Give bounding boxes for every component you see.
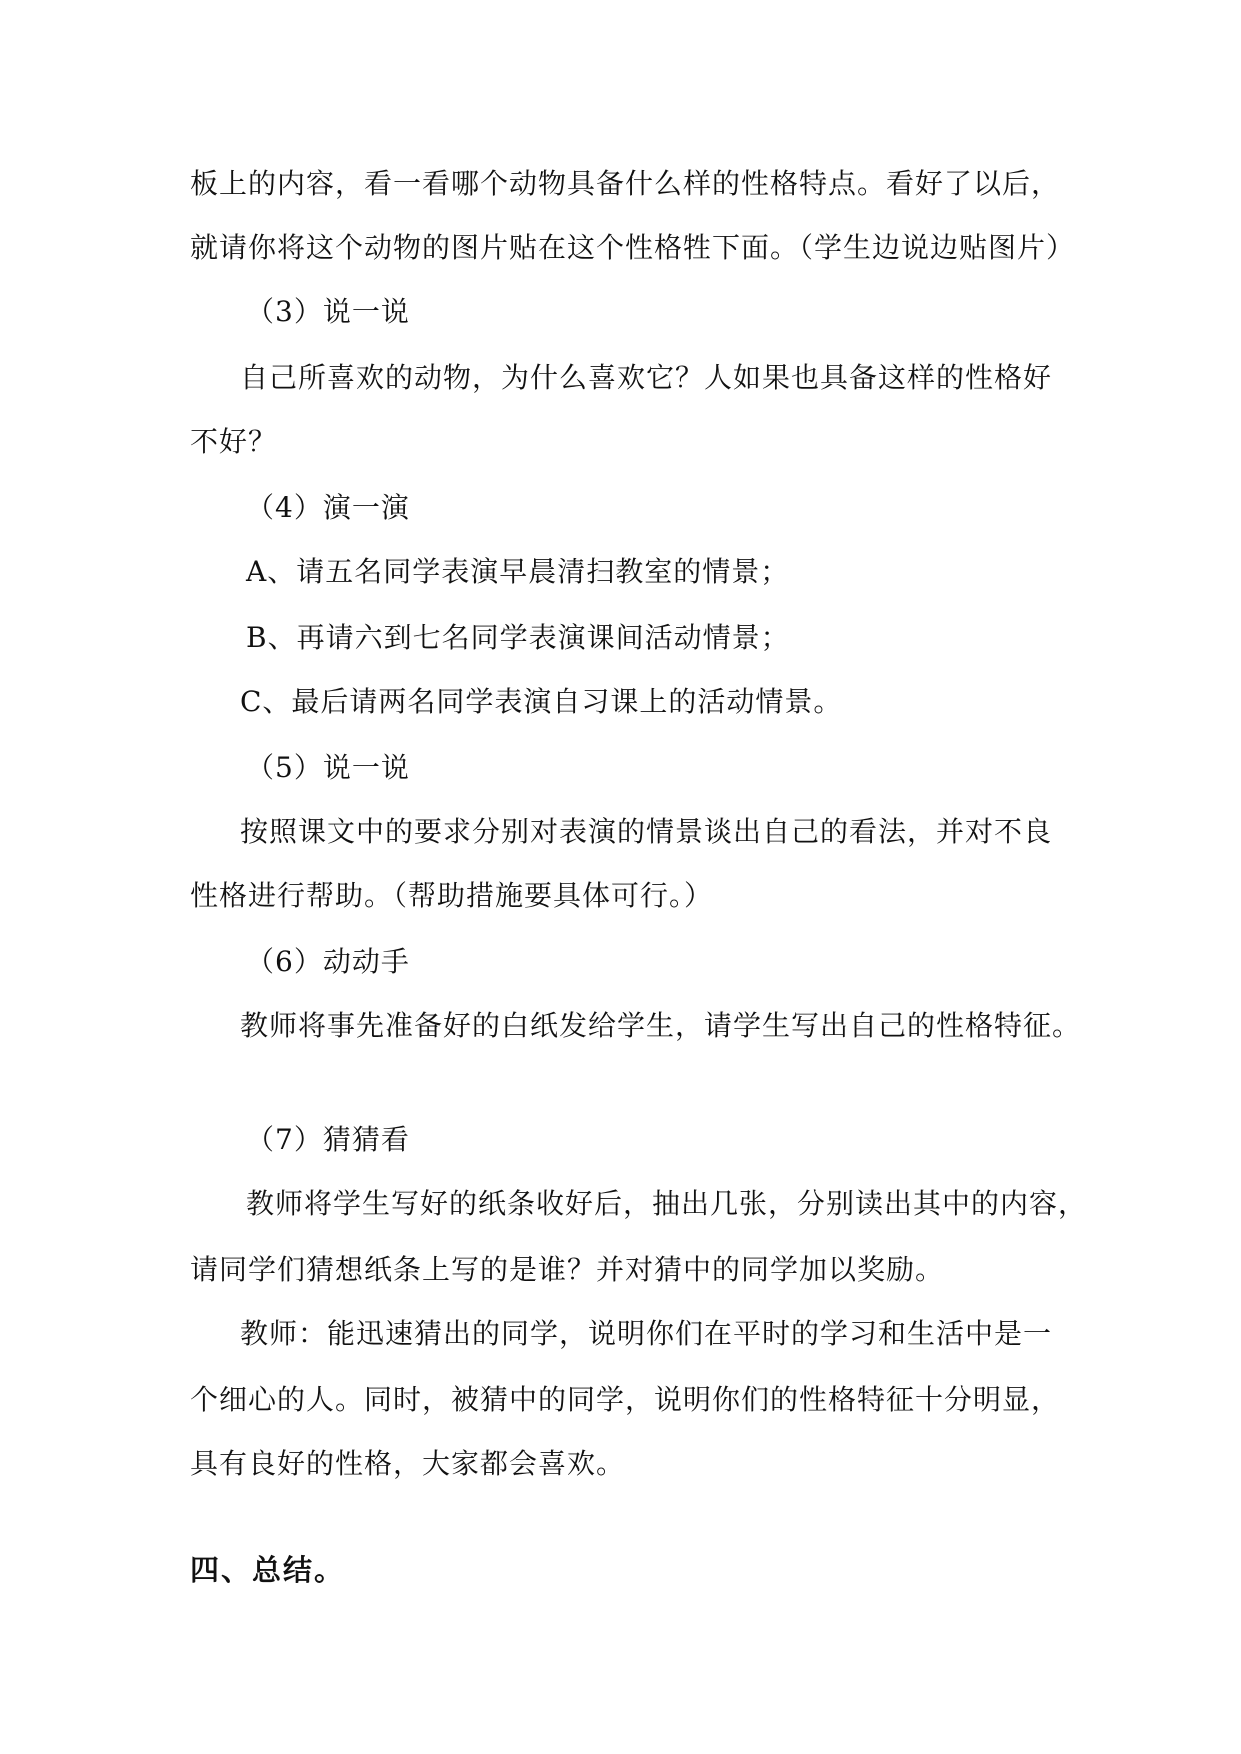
step-heading: （4）演一演 [246, 491, 410, 524]
paragraph-line: 不好？ [190, 425, 278, 458]
paragraph-line: 具有良好的性格，大家都会喜欢。 [190, 1447, 626, 1480]
paragraph-line: 按照课文中的要求分别对表演的情景谈出自己的看法，并对不良 [240, 815, 1053, 848]
paragraph-line: 个细心的人。同时，被猜中的同学，说明你们的性格特征十分明显， [190, 1383, 1061, 1416]
paragraph-line: 请同学们猜想纸条上写的是谁？并对猜中的同学加以奖励。 [190, 1253, 945, 1286]
list-item: C、最后请两名同学表演自习课上的活动情景。 [240, 685, 843, 718]
step-heading: （3）说一说 [246, 295, 410, 328]
step-heading: （5）说一说 [246, 751, 410, 784]
paragraph-line: 教师将学生写好的纸条收好后，抽出几张，分别读出其中的内容， [246, 1187, 1088, 1220]
paragraph-line: 教师：能迅速猜出的同学，说明你们在平时的学习和生活中是一 [240, 1317, 1053, 1350]
step-heading: （7）猜猜看 [246, 1123, 410, 1156]
paragraph-line: 板上的内容，看一看哪个动物具备什么样的性格特点。看好了以后， [190, 167, 1061, 200]
section-heading: 四、总结。 [190, 1553, 346, 1587]
list-item: B、再请六到七名同学表演课间活动情景； [246, 621, 790, 654]
paragraph-line: 性格进行帮助。（帮助措施要具体可行。） [190, 879, 714, 912]
step-heading: （6）动动手 [246, 945, 410, 978]
paragraph-line: 就请你将这个动物的图片贴在这个性格牲下面。（学生边说边贴图片） [190, 231, 1076, 264]
list-item: A、请五名同学表演早晨清扫教室的情景； [246, 555, 790, 588]
paragraph-line: 自己所喜欢的动物，为什么喜欢它？人如果也具备这样的性格好 [240, 361, 1053, 394]
paragraph-line: 教师将事先准备好的白纸发给学生，请学生写出自己的性格特征。 [240, 1009, 1082, 1042]
